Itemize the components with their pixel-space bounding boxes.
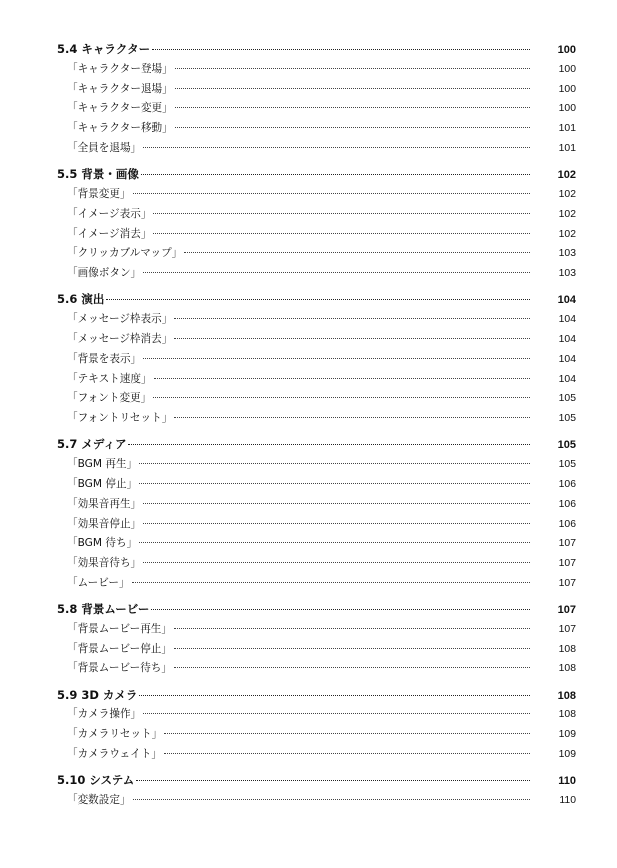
entry-title: 「画像ボタン」 [67,267,142,280]
dot-leader [139,695,530,696]
dot-leader [175,88,530,89]
toc-entry[interactable] [0,705,617,725]
dot-leader [139,463,530,464]
entry-title: 「メッセージ枠表示」 [67,313,173,326]
page-number: 110 [559,795,576,807]
toc-entry[interactable] [0,225,617,245]
toc-entry[interactable] [0,640,617,660]
dot-leader [139,483,530,484]
toc-entry[interactable] [0,574,617,594]
toc-entry[interactable] [0,139,617,159]
entry-title: 「BGM 再生」 [67,458,138,471]
dot-leader [143,503,530,504]
toc-entry[interactable] [0,620,617,640]
page-number: 102 [558,228,576,240]
section-title: 5.7 メディア [57,437,127,452]
toc-entry[interactable] [0,119,617,139]
toc-entry[interactable] [0,475,617,495]
toc-heading[interactable] [0,435,617,455]
entry-title: 「フォントリセット」 [67,412,173,425]
toc-entry[interactable] [0,495,617,515]
dot-leader [175,107,530,108]
dot-leader [143,523,530,524]
page-number: 105 [558,459,576,471]
entry-title: 「カメラリセット」 [67,728,163,741]
toc-entry[interactable] [0,389,617,409]
entry-title: 「キャラクター移動」 [67,122,173,135]
section-title: 5.10 システム [57,773,135,788]
toc-section [0,40,617,159]
toc-entry[interactable] [0,185,617,205]
entry-title: 「背景ムービー待ち」 [67,662,172,675]
page-number: 102 [558,188,576,200]
page-number: 110 [558,775,576,788]
dot-leader [132,582,530,583]
toc-entry[interactable] [0,244,617,264]
entry-title: 「BGM 停止」 [67,477,138,490]
dot-leader [152,49,530,50]
section-title: 5.5 背景・画像 [57,167,139,182]
dot-leader [143,562,530,563]
entry-title: 「効果音再生」 [67,497,142,510]
toc-entry[interactable] [0,80,617,100]
page-number: 107 [557,604,576,617]
entry-title: 「背景ムービー停止」 [67,642,172,655]
entry-title: 「カメラ操作」 [67,708,142,721]
dot-leader [174,667,530,668]
dot-leader [174,318,530,319]
entry-title: 「メッセージ枠消去」 [67,332,173,345]
toc-entry[interactable] [0,745,617,765]
dot-leader [154,378,530,379]
page-number: 107 [558,623,576,635]
toc-entry[interactable] [0,534,617,554]
section-title: 5.6 演出 [57,292,105,307]
entry-title: 「カメラウェイト」 [67,748,162,761]
entry-title: 「イメージ表示」 [67,207,152,220]
page-number: 100 [557,44,576,56]
dot-leader [143,272,530,273]
dot-leader [133,193,530,194]
page-number: 108 [557,689,576,702]
entry-title: 「フォント変更」 [67,392,152,405]
page-number: 104 [558,353,576,365]
page-number: 101 [558,142,576,154]
toc-entry[interactable] [0,515,617,535]
dot-leader [141,174,530,175]
toc-entry[interactable] [0,659,617,679]
page-number: 105 [557,439,576,452]
dot-leader [133,799,530,800]
toc-section [0,435,617,593]
dot-leader [139,542,530,543]
toc-entry[interactable] [0,264,617,284]
toc-heading[interactable] [0,165,617,185]
entry-title: 「キャラクター退場」 [67,82,173,95]
section-title: 5.9 3D カメラ [57,687,138,702]
page-number: 101 [558,123,576,135]
page-number: 104 [558,333,576,345]
page-number: 107 [558,558,576,570]
toc-entry[interactable] [0,350,617,370]
toc-section [0,600,617,679]
entry-title: 「キャラクター登場」 [67,62,173,75]
dot-leader [143,147,530,148]
toc-section [0,290,617,429]
dot-leader [153,397,530,398]
entry-title: 「クリッカブルマップ」 [67,247,183,260]
toc-section [0,165,617,284]
entry-title: 「イメージ消去」 [67,227,152,240]
dot-leader [174,338,530,339]
toc-entry[interactable] [0,725,617,745]
toc-heading[interactable] [0,600,617,620]
dot-leader [153,213,530,214]
page-number: 103 [558,268,576,280]
dot-leader [136,780,530,781]
page-number: 109 [558,749,576,761]
page-number: 108 [558,709,576,721]
entry-title: 「BGM 待ち」 [67,537,138,550]
page-number: 106 [558,478,576,490]
dot-leader [175,127,530,128]
entry-title: 「背景ムービー再生」 [67,622,172,635]
toc-entry[interactable] [0,60,617,80]
page-number: 100 [558,103,576,115]
dot-leader [128,444,530,445]
page-number: 105 [558,393,576,405]
page-number: 100 [558,83,576,95]
page-number: 108 [558,643,576,655]
toc-entry[interactable] [0,455,617,475]
toc-section [0,686,617,765]
toc-entry[interactable] [0,205,617,225]
toc-entry[interactable] [0,554,617,574]
dot-leader [164,733,530,734]
toc-heading[interactable] [0,40,617,60]
toc-entry[interactable] [0,330,617,350]
section-title: 5.4 キャラクター [57,42,151,56]
page-number: 103 [558,248,576,260]
entry-title: 「効果音停止」 [67,517,142,530]
entry-title: 「ムービー」 [67,576,130,589]
dot-leader [174,648,530,649]
page-number: 106 [558,498,576,510]
page-number: 100 [558,63,576,75]
page-number: 108 [558,663,576,675]
toc-heading[interactable] [0,290,617,310]
entry-title: 「効果音待ち」 [67,557,142,570]
section-title: 5.8 背景ムービー [57,602,150,617]
entry-title: 「テキスト速度」 [67,372,152,385]
toc-section [0,771,617,811]
dot-leader [151,609,530,610]
page-number: 102 [557,169,576,182]
toc-entry[interactable] [0,310,617,330]
page-number: 109 [558,729,576,741]
page-number: 106 [558,518,576,530]
dot-leader [153,233,530,234]
entry-title: 「キャラクター変更」 [67,102,173,115]
page-number: 104 [558,373,576,385]
dot-leader [143,713,530,714]
dot-leader [164,753,530,754]
dot-leader [143,358,530,359]
page-number: 104 [557,294,576,307]
dot-leader [184,252,530,253]
entry-title: 「背景変更」 [67,187,131,200]
entry-title: 「変数設定」 [67,794,131,807]
toc-heading[interactable] [0,686,617,706]
toc-entry[interactable] [0,99,617,119]
dot-leader [106,299,530,300]
page-number: 102 [558,208,576,220]
toc-entry[interactable] [0,370,617,390]
toc-heading[interactable] [0,771,617,791]
page-number: 104 [558,314,576,326]
entry-title: 「全員を退場」 [67,141,142,154]
entry-title: 「背景を表示」 [67,352,142,365]
dot-leader [174,628,530,629]
dot-leader [174,417,530,418]
toc-entry[interactable] [0,791,617,811]
page-number: 105 [558,413,576,425]
page-number: 107 [558,577,576,589]
page-number: 107 [558,538,576,550]
toc-entry[interactable] [0,409,617,429]
dot-leader [175,68,530,69]
